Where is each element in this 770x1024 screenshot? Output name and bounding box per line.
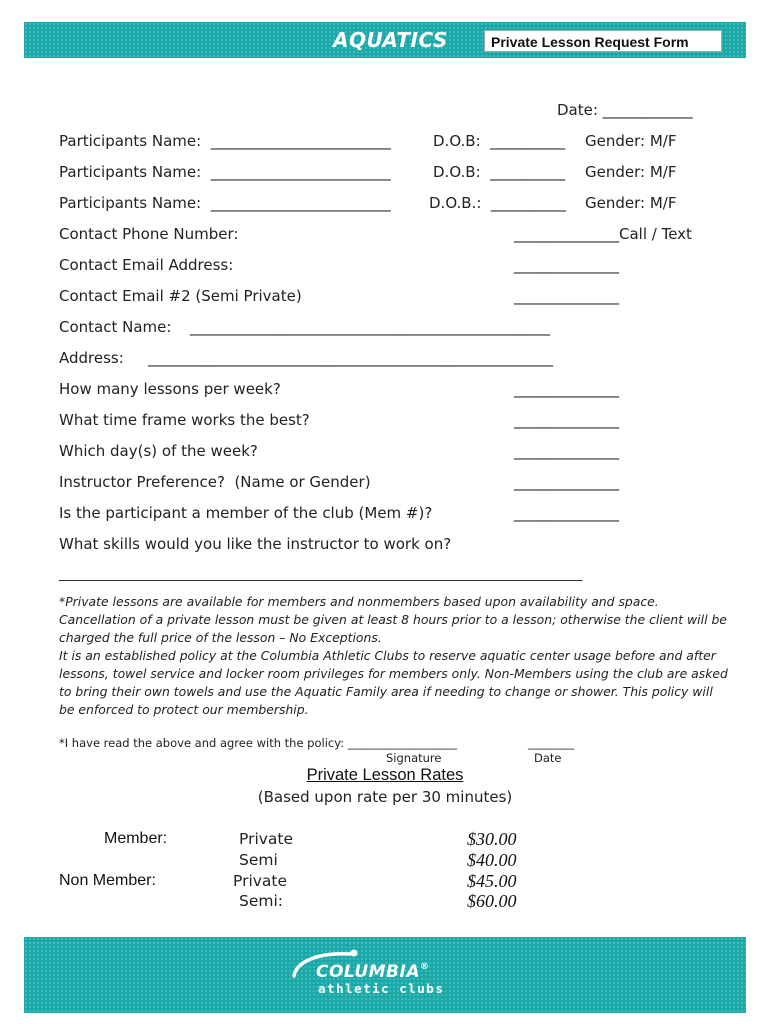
member-label: Member:: [104, 830, 168, 847]
rate-price-nonmember-semi: $60.00: [467, 891, 517, 911]
signature-caption: Signature: [386, 751, 442, 765]
logo-subtitle: athletic clubs: [318, 981, 445, 996]
skills-label: What skills would you like the instructor to work on?: [59, 535, 452, 553]
address-label: Address:: [59, 349, 124, 367]
contact-phone-field[interactable]: ______________Call / Text: [514, 225, 692, 243]
logo-registered-mark: ®: [420, 962, 430, 972]
address-field[interactable]: ______________________________________________________: [148, 349, 553, 367]
rate-type-member-private: Private: [239, 830, 294, 848]
policy-paragraph-2: It is an established policy at the Columbia Athletic Clubs to reserve aquatic center usage before and after lessons, towel service and locker room privileges for members only. Non-Members using the club are asked to bring their own towels and use the Aquatic Family area if needing to change or shower. This policy will be enforced to protect our membership.: [59, 648, 728, 717]
rate-type-member-semi: Semi: [239, 851, 278, 869]
page-title: AQUATICS: [333, 28, 448, 52]
contact-email2-field[interactable]: ______________: [514, 287, 619, 305]
agreement-signature-field[interactable]: *I have read the above and agree with the policy: ___________________: [59, 736, 457, 750]
participant-3-name-field[interactable]: Participants Name: ________________________: [59, 194, 391, 212]
participant-1-dob-field[interactable]: D.O.B: __________: [433, 132, 566, 150]
contact-phone-label: Contact Phone Number:: [59, 225, 239, 243]
form-name-box: Private Lesson Request Form: [484, 30, 722, 52]
lessons-per-week-label: How many lessons per week?: [59, 380, 281, 398]
agreement-date-field[interactable]: ________: [528, 736, 574, 750]
rate-price-member-private: $30.00: [467, 829, 517, 849]
lessons-per-week-field[interactable]: ______________: [514, 380, 619, 398]
participant-3-dob-field[interactable]: D.O.B.: __________: [429, 194, 566, 212]
days-of-week-field[interactable]: ______________: [514, 442, 619, 460]
policy-note: [59, 593, 729, 719]
time-frame-label: What time frame works the best?: [59, 411, 310, 429]
contact-name-field[interactable]: ________________________________________________: [190, 318, 550, 336]
contact-email-field[interactable]: ______________: [514, 256, 619, 274]
skills-field[interactable]: _____________________________________________________________________________: [59, 566, 583, 582]
policy-paragraph-1: *Private lessons are available for members and nonmembers based upon availability and space. Cancellation of a private lesson must be given at least 8 hours prior to a lesson; otherwise the client will be charged the full price of the lesson – No Exceptions.: [59, 594, 727, 645]
participant-2-name-field[interactable]: Participants Name: ________________________: [59, 163, 391, 181]
logo-wordmark: [316, 962, 430, 982]
logo-name: COLUMBIA: [316, 962, 420, 982]
participant-3-gender-field[interactable]: Gender: M/F: [585, 194, 677, 212]
rates-title: Private Lesson Rates: [306, 766, 464, 784]
rate-type-nonmember-private: Private: [233, 872, 288, 890]
membership-field[interactable]: ______________: [514, 504, 619, 522]
contact-email-label: Contact Email Address:: [59, 256, 234, 274]
participant-1-name-field[interactable]: Participants Name: ________________________: [59, 132, 391, 150]
membership-label: Is the participant a member of the club (Mem #)?: [59, 504, 433, 522]
date-field[interactable]: Date: ____________: [557, 101, 693, 119]
rate-price-member-semi: $40.00: [467, 850, 517, 870]
participant-2-gender-field[interactable]: Gender: M/F: [585, 163, 677, 181]
contact-name-label: Contact Name:: [59, 318, 172, 336]
contact-email2-label: Contact Email #2 (Semi Private): [59, 287, 302, 305]
rate-price-nonmember-private: $45.00: [467, 871, 517, 891]
date-caption: Date: [534, 751, 562, 765]
rate-type-nonmember-semi: Semi:: [239, 892, 284, 910]
rates-subtitle: (Based upon rate per 30 minutes): [257, 788, 513, 806]
participant-2-dob-field[interactable]: D.O.B: __________: [433, 163, 566, 181]
instructor-preference-field[interactable]: ______________: [514, 473, 619, 491]
participant-1-gender-field[interactable]: Gender: M/F: [585, 132, 677, 150]
instructor-preference-label: Instructor Preference? (Name or Gender): [59, 473, 371, 491]
days-of-week-label: Which day(s) of the week?: [59, 442, 258, 460]
nonmember-label: Non Member:: [59, 872, 156, 889]
time-frame-field[interactable]: ______________: [514, 411, 619, 429]
